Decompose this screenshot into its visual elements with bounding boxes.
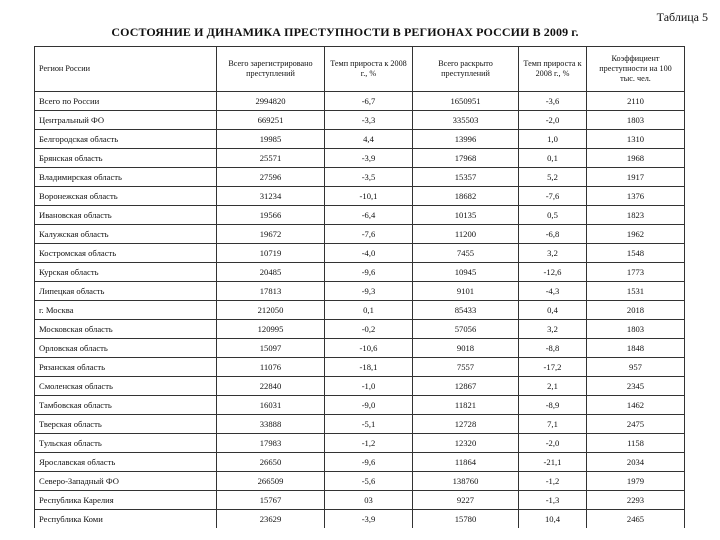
- solved-cell: 15780: [413, 510, 519, 529]
- solved-cell: 13996: [413, 130, 519, 149]
- table-row: [35, 339, 685, 358]
- table-row: [35, 225, 685, 244]
- registered-cell: 22840: [217, 377, 325, 396]
- region-cell: Республика Карелия: [35, 491, 217, 510]
- crime-rate-cell: 957: [587, 358, 685, 377]
- registered-cell: 10719: [217, 244, 325, 263]
- column-header-solved: Всего раскрыто преступлений: [413, 47, 519, 92]
- registered-cell: 120995: [217, 320, 325, 339]
- table-row: [35, 377, 685, 396]
- registered-cell: 669251: [217, 111, 325, 130]
- table-row: [35, 92, 685, 111]
- crime-rate-cell: 1968: [587, 149, 685, 168]
- crime-rate-cell: 1979: [587, 472, 685, 491]
- table-row: [35, 244, 685, 263]
- solved-cell: 57056: [413, 320, 519, 339]
- growth-solved-cell: -6,8: [519, 225, 587, 244]
- crime-rate-cell: 1310: [587, 130, 685, 149]
- crime-rate-cell: 2475: [587, 415, 685, 434]
- region-cell: Республика Коми: [35, 510, 217, 529]
- crime-rate-cell: 1803: [587, 320, 685, 339]
- region-cell: Белгородская область: [35, 130, 217, 149]
- growth-registered-cell: -3,5: [325, 168, 413, 187]
- registered-cell: 17813: [217, 282, 325, 301]
- growth-registered-cell: -0,2: [325, 320, 413, 339]
- crime-rate-cell: 1823: [587, 206, 685, 225]
- column-header-crime-rate: Коэффициент преступности на 100 тыс. чел.: [587, 47, 685, 92]
- growth-solved-cell: -1,2: [519, 472, 587, 491]
- registered-cell: 17983: [217, 434, 325, 453]
- registered-cell: 23629: [217, 510, 325, 529]
- growth-registered-cell: -9,0: [325, 396, 413, 415]
- crime-rate-cell: 2018: [587, 301, 685, 320]
- crime-rate-cell: 1803: [587, 111, 685, 130]
- growth-solved-cell: 10,4: [519, 510, 587, 529]
- solved-cell: 138760: [413, 472, 519, 491]
- growth-solved-cell: -17,2: [519, 358, 587, 377]
- region-cell: г. Москва: [35, 301, 217, 320]
- region-cell: Брянская область: [35, 149, 217, 168]
- registered-cell: 16031: [217, 396, 325, 415]
- crime-rate-cell: 2465: [587, 510, 685, 529]
- table-body: [35, 92, 685, 529]
- table-row: [35, 130, 685, 149]
- registered-cell: 19566: [217, 206, 325, 225]
- growth-solved-cell: -21,1: [519, 453, 587, 472]
- growth-registered-cell: 0,1: [325, 301, 413, 320]
- table-row: [35, 111, 685, 130]
- growth-registered-cell: -3,3: [325, 111, 413, 130]
- crime-statistics-table: [34, 46, 685, 528]
- crime-rate-cell: 1548: [587, 244, 685, 263]
- region-cell: Тамбовская область: [35, 396, 217, 415]
- solved-cell: 7557: [413, 358, 519, 377]
- growth-solved-cell: -8,9: [519, 396, 587, 415]
- growth-registered-cell: 4,4: [325, 130, 413, 149]
- growth-solved-cell: -4,3: [519, 282, 587, 301]
- growth-solved-cell: 0,4: [519, 301, 587, 320]
- registered-cell: 2994820: [217, 92, 325, 111]
- growth-registered-cell: -6,7: [325, 92, 413, 111]
- region-cell: Рязанская область: [35, 358, 217, 377]
- table-number-label: Таблица 5: [656, 10, 708, 24]
- solved-cell: 18682: [413, 187, 519, 206]
- registered-cell: 15767: [217, 491, 325, 510]
- growth-solved-cell: 5,2: [519, 168, 587, 187]
- header-row: [35, 47, 685, 92]
- solved-cell: 12728: [413, 415, 519, 434]
- crime-rate-cell: 2345: [587, 377, 685, 396]
- registered-cell: 266509: [217, 472, 325, 491]
- crime-rate-cell: 2110: [587, 92, 685, 111]
- region-cell: Северо-Западный ФО: [35, 472, 217, 491]
- table-row: [35, 358, 685, 377]
- table-row: [35, 301, 685, 320]
- solved-cell: 9227: [413, 491, 519, 510]
- registered-cell: 31234: [217, 187, 325, 206]
- table-row: [35, 149, 685, 168]
- table-row: [35, 282, 685, 301]
- growth-solved-cell: 7,1: [519, 415, 587, 434]
- region-cell: Орловская область: [35, 339, 217, 358]
- growth-solved-cell: 2,1: [519, 377, 587, 396]
- growth-solved-cell: 1,0: [519, 130, 587, 149]
- crime-rate-cell: 1917: [587, 168, 685, 187]
- solved-cell: 10945: [413, 263, 519, 282]
- solved-cell: 11200: [413, 225, 519, 244]
- table-row: [35, 472, 685, 491]
- growth-registered-cell: 03: [325, 491, 413, 510]
- growth-solved-cell: -8,8: [519, 339, 587, 358]
- solved-cell: 17968: [413, 149, 519, 168]
- growth-solved-cell: -12,6: [519, 263, 587, 282]
- region-cell: Калужская область: [35, 225, 217, 244]
- table-row: [35, 206, 685, 225]
- region-cell: Ярославская область: [35, 453, 217, 472]
- growth-registered-cell: -10,1: [325, 187, 413, 206]
- growth-registered-cell: -18,1: [325, 358, 413, 377]
- growth-registered-cell: -5,6: [325, 472, 413, 491]
- solved-cell: 10135: [413, 206, 519, 225]
- registered-cell: 25571: [217, 149, 325, 168]
- region-cell: Московская область: [35, 320, 217, 339]
- table-row: [35, 434, 685, 453]
- growth-registered-cell: -1,2: [325, 434, 413, 453]
- solved-cell: 7455: [413, 244, 519, 263]
- solved-cell: 9018: [413, 339, 519, 358]
- growth-registered-cell: -5,1: [325, 415, 413, 434]
- growth-solved-cell: -1,3: [519, 491, 587, 510]
- growth-registered-cell: -7,6: [325, 225, 413, 244]
- region-cell: Смоленская область: [35, 377, 217, 396]
- growth-solved-cell: 0,1: [519, 149, 587, 168]
- registered-cell: 20485: [217, 263, 325, 282]
- crime-rate-cell: 1158: [587, 434, 685, 453]
- crime-rate-cell: 1848: [587, 339, 685, 358]
- growth-solved-cell: 3,2: [519, 320, 587, 339]
- table-row: [35, 491, 685, 510]
- growth-solved-cell: 3,2: [519, 244, 587, 263]
- solved-cell: 1650951: [413, 92, 519, 111]
- region-cell: Тверская область: [35, 415, 217, 434]
- registered-cell: 33888: [217, 415, 325, 434]
- crime-rate-cell: 1773: [587, 263, 685, 282]
- table-row: [35, 415, 685, 434]
- crime-rate-cell: 2034: [587, 453, 685, 472]
- solved-cell: 11864: [413, 453, 519, 472]
- growth-solved-cell: -2,0: [519, 111, 587, 130]
- solved-cell: 85433: [413, 301, 519, 320]
- solved-cell: 9101: [413, 282, 519, 301]
- column-header-registered: Всего зарегистрировано преступлений: [217, 47, 325, 92]
- column-header-region: Регион России: [35, 47, 217, 92]
- table-row: [35, 510, 685, 529]
- table-row: [35, 320, 685, 339]
- table-row: [35, 453, 685, 472]
- growth-registered-cell: -3,9: [325, 149, 413, 168]
- region-cell: Ивановская область: [35, 206, 217, 225]
- region-cell: Воронежская область: [35, 187, 217, 206]
- growth-registered-cell: -3,9: [325, 510, 413, 529]
- crime-rate-cell: 1531: [587, 282, 685, 301]
- region-cell: Липецкая область: [35, 282, 217, 301]
- growth-registered-cell: -9,6: [325, 453, 413, 472]
- table-row: [35, 168, 685, 187]
- growth-registered-cell: -6,4: [325, 206, 413, 225]
- table-row: [35, 187, 685, 206]
- registered-cell: 212050: [217, 301, 325, 320]
- growth-registered-cell: -4,0: [325, 244, 413, 263]
- column-header-growth-solved: Темп прироста к 2008 г., %: [519, 47, 587, 92]
- solved-cell: 335503: [413, 111, 519, 130]
- solved-cell: 11821: [413, 396, 519, 415]
- region-cell: Центральный ФО: [35, 111, 217, 130]
- growth-registered-cell: -1,0: [325, 377, 413, 396]
- crime-rate-cell: 2293: [587, 491, 685, 510]
- growth-solved-cell: -2,0: [519, 434, 587, 453]
- region-cell: Всего по России: [35, 92, 217, 111]
- crime-rate-cell: 1962: [587, 225, 685, 244]
- table-header: [35, 47, 685, 92]
- region-cell: Курская область: [35, 263, 217, 282]
- table-row: [35, 396, 685, 415]
- solved-cell: 12867: [413, 377, 519, 396]
- registered-cell: 19985: [217, 130, 325, 149]
- growth-solved-cell: 0,5: [519, 206, 587, 225]
- growth-registered-cell: -10,6: [325, 339, 413, 358]
- crime-rate-cell: 1376: [587, 187, 685, 206]
- crime-rate-cell: 1462: [587, 396, 685, 415]
- region-cell: Тульская область: [35, 434, 217, 453]
- column-header-growth-registered: Темп прироста к 2008 г., %: [325, 47, 413, 92]
- registered-cell: 27596: [217, 168, 325, 187]
- solved-cell: 12320: [413, 434, 519, 453]
- document-title: СОСТОЯНИЕ И ДИНАМИКА ПРЕСТУПНОСТИ В РЕГИОНАХ РОССИИ В 2009 г.: [111, 25, 579, 39]
- table-row: [35, 263, 685, 282]
- registered-cell: 19672: [217, 225, 325, 244]
- region-cell: Владимирская область: [35, 168, 217, 187]
- registered-cell: 11076: [217, 358, 325, 377]
- growth-solved-cell: -7,6: [519, 187, 587, 206]
- solved-cell: 15357: [413, 168, 519, 187]
- growth-solved-cell: -3,6: [519, 92, 587, 111]
- registered-cell: 15097: [217, 339, 325, 358]
- registered-cell: 26650: [217, 453, 325, 472]
- growth-registered-cell: -9,6: [325, 263, 413, 282]
- growth-registered-cell: -9,3: [325, 282, 413, 301]
- region-cell: Костромская область: [35, 244, 217, 263]
